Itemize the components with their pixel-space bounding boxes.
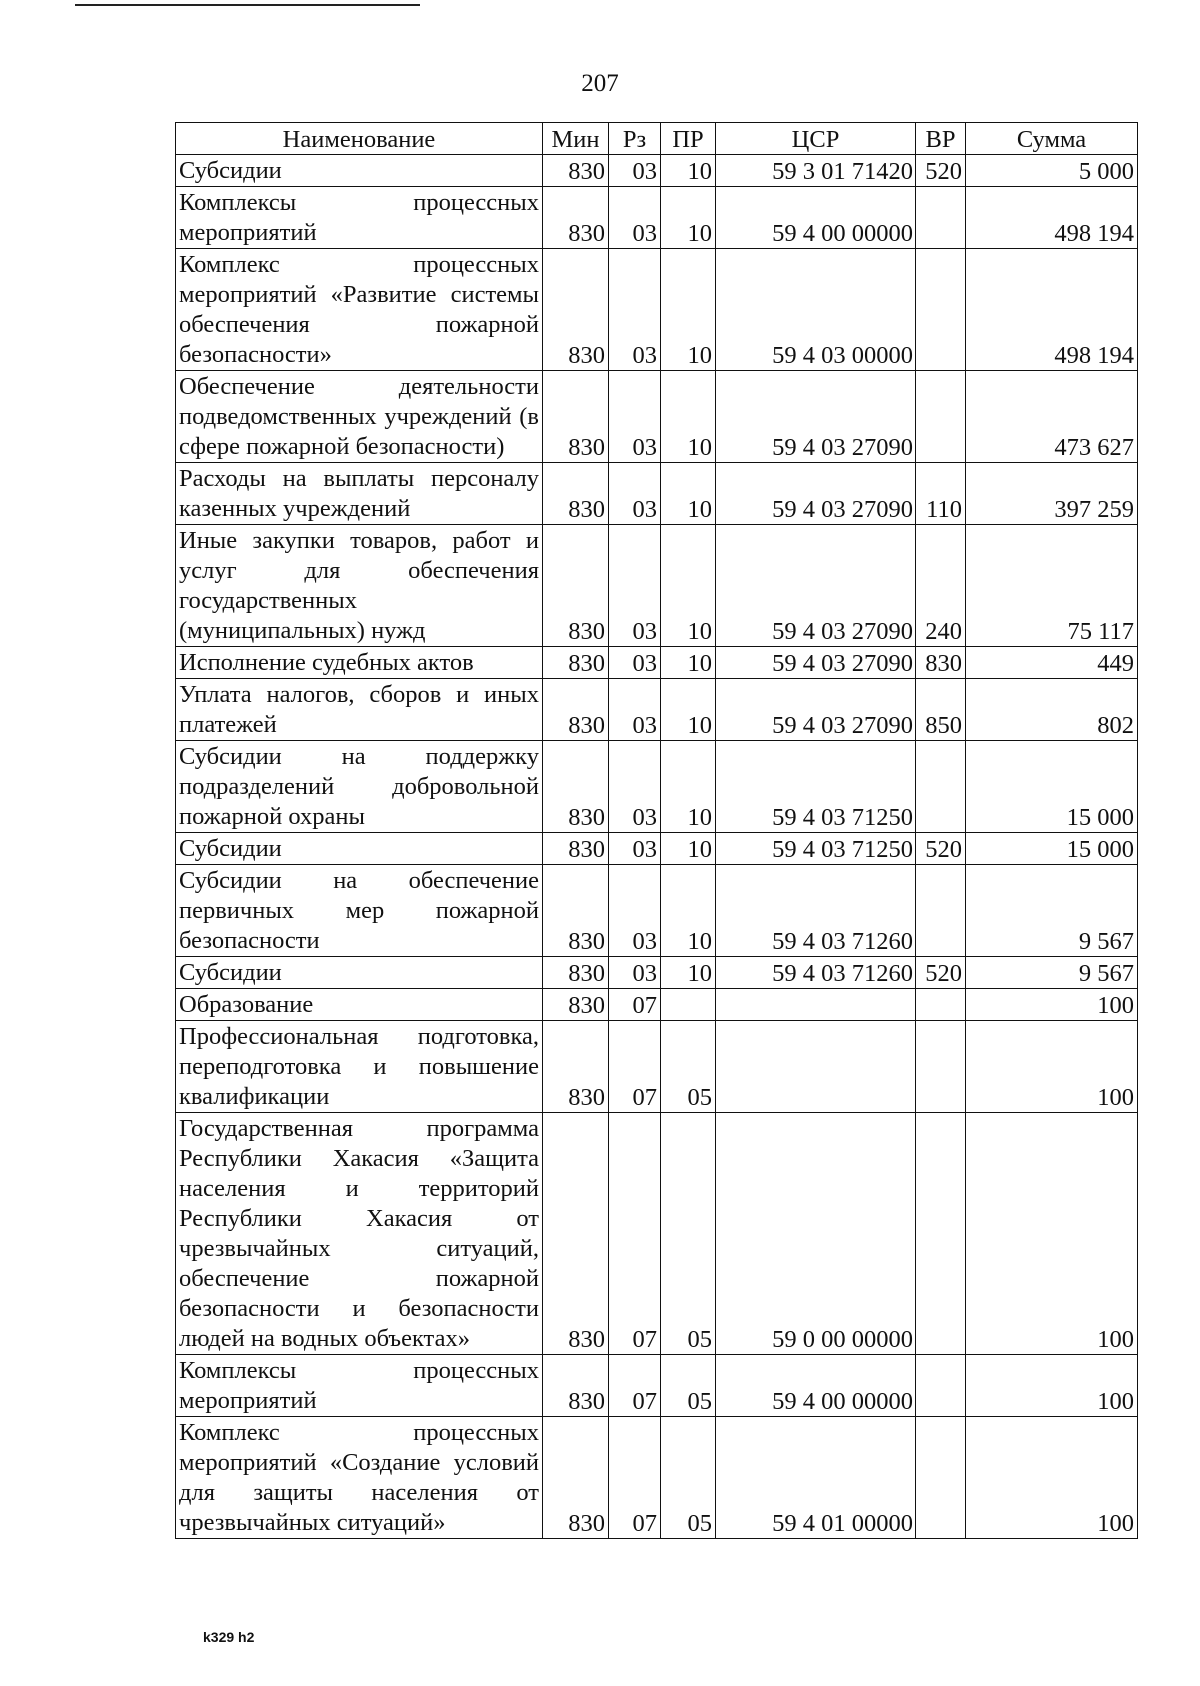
row-vr [916,865,966,957]
row-csr [716,1021,916,1113]
row-name: Исполнение судебных актов [176,647,543,679]
table-row [176,371,1138,463]
row-pr: 05 [661,1355,716,1417]
row-pr: 10 [661,741,716,833]
header-pr: ПР [661,123,716,155]
table-row [176,647,1138,679]
row-sum: 100 [966,1417,1138,1539]
row-sum: 5 000 [966,155,1138,187]
table-header [176,123,1138,155]
row-name: Образование [176,989,543,1021]
row-pr: 10 [661,249,716,371]
row-csr: 59 4 03 27090 [716,647,916,679]
row-min: 830 [543,1113,609,1355]
row-vr [916,187,966,249]
row-vr [916,1021,966,1113]
table-body [176,155,1138,1539]
row-csr: 59 4 03 27090 [716,525,916,647]
row-min: 830 [543,647,609,679]
table-row [176,187,1138,249]
row-name: Уплата налогов, сборов и иных платежей [176,679,543,741]
table-row [176,741,1138,833]
row-sum: 15 000 [966,833,1138,865]
row-min: 830 [543,463,609,525]
header-rz: Рз [609,123,661,155]
row-name: Расходы на выплаты персоналу казенных учреждений [176,463,543,525]
row-rz: 07 [609,1355,661,1417]
row-sum: 449 [966,647,1138,679]
row-name: Государственная программа Республики Хакасия «Защита населения и территорий Республики Хакасия от чрезвычайных ситуаций, обеспечение пожарной безопасности и безопасности людей на водных объектах» [176,1113,543,1355]
row-sum: 498 194 [966,187,1138,249]
row-sum: 100 [966,1113,1138,1355]
row-csr: 59 4 03 00000 [716,249,916,371]
header-row [176,123,1138,155]
row-vr: 110 [916,463,966,525]
row-pr: 05 [661,1417,716,1539]
table-row [176,833,1138,865]
row-min: 830 [543,741,609,833]
table-row [176,865,1138,957]
row-rz: 07 [609,1113,661,1355]
row-pr [661,989,716,1021]
row-pr: 10 [661,833,716,865]
row-sum: 473 627 [966,371,1138,463]
row-vr: 240 [916,525,966,647]
row-vr [916,1113,966,1355]
row-vr: 520 [916,833,966,865]
table-row [176,679,1138,741]
row-pr: 10 [661,647,716,679]
budget-table [175,122,1138,1539]
row-pr: 10 [661,865,716,957]
row-name: Комплекс процессных мероприятий «Создание условий для защиты населения от чрезвычайных ситуаций» [176,1417,543,1539]
row-csr: 59 4 03 71260 [716,865,916,957]
row-rz: 03 [609,833,661,865]
row-name: Комплексы процессных мероприятий [176,187,543,249]
row-vr [916,371,966,463]
row-min: 830 [543,989,609,1021]
row-sum: 100 [966,1355,1138,1417]
table-row [176,989,1138,1021]
row-rz: 03 [609,371,661,463]
row-vr: 830 [916,647,966,679]
top-rule [75,4,420,6]
row-rz: 03 [609,865,661,957]
row-name: Субсидии на обеспечение первичных мер пожарной безопасности [176,865,543,957]
row-sum: 75 117 [966,525,1138,647]
table-row [176,249,1138,371]
row-min: 830 [543,187,609,249]
table-row [176,525,1138,647]
row-min: 830 [543,679,609,741]
row-rz: 03 [609,249,661,371]
row-csr: 59 0 00 00000 [716,1113,916,1355]
row-sum: 498 194 [966,249,1138,371]
row-rz: 07 [609,1021,661,1113]
header-min: Мин [543,123,609,155]
row-pr: 10 [661,957,716,989]
row-csr: 59 4 03 71250 [716,833,916,865]
row-csr: 59 3 01 71420 [716,155,916,187]
row-vr [916,1417,966,1539]
row-vr [916,989,966,1021]
row-min: 830 [543,1355,609,1417]
row-min: 830 [543,249,609,371]
row-vr [916,1355,966,1417]
row-rz: 03 [609,647,661,679]
row-min: 830 [543,957,609,989]
row-rz: 03 [609,187,661,249]
row-min: 830 [543,865,609,957]
row-rz: 03 [609,957,661,989]
row-name: Субсидии [176,957,543,989]
row-name: Обеспечение деятельности подведомственных учреждений (в сфере пожарной безопасности) [176,371,543,463]
row-name: Иные закупки товаров, работ и услуг для обеспечения государственных (муниципальных) нужд [176,525,543,647]
table-row [176,155,1138,187]
footer-code: k329 h2 [203,1629,255,1645]
table-row [176,957,1138,989]
header-csr: ЦСР [716,123,916,155]
row-rz: 03 [609,679,661,741]
row-min: 830 [543,525,609,647]
row-vr [916,741,966,833]
row-vr [916,249,966,371]
row-name: Субсидии [176,155,543,187]
table-row [176,1355,1138,1417]
row-vr: 520 [916,957,966,989]
row-pr: 05 [661,1021,716,1113]
header-vr: ВР [916,123,966,155]
row-min: 830 [543,833,609,865]
table-row [176,1417,1138,1539]
row-pr: 05 [661,1113,716,1355]
row-csr: 59 4 01 00000 [716,1417,916,1539]
row-min: 830 [543,371,609,463]
row-csr: 59 4 03 27090 [716,679,916,741]
row-name: Комплекс процессных мероприятий «Развитие системы обеспечения пожарной безопасности» [176,249,543,371]
row-sum: 9 567 [966,957,1138,989]
row-csr: 59 4 03 71250 [716,741,916,833]
row-rz: 03 [609,463,661,525]
row-csr: 59 4 03 71260 [716,957,916,989]
table-row [176,463,1138,525]
row-name: Субсидии [176,833,543,865]
row-rz: 07 [609,989,661,1021]
row-rz: 03 [609,741,661,833]
row-csr: 59 4 00 00000 [716,187,916,249]
row-min: 830 [543,155,609,187]
row-vr: 520 [916,155,966,187]
row-sum: 15 000 [966,741,1138,833]
row-sum: 397 259 [966,463,1138,525]
row-pr: 10 [661,371,716,463]
row-pr: 10 [661,525,716,647]
header-name: Наименование [176,123,543,155]
row-rz: 03 [609,525,661,647]
row-name: Субсидии на поддержку подразделений добровольной пожарной охраны [176,741,543,833]
row-csr: 59 4 03 27090 [716,463,916,525]
row-sum: 100 [966,1021,1138,1113]
table-row [176,1113,1138,1355]
row-pr: 10 [661,463,716,525]
table-row [176,1021,1138,1113]
row-pr: 10 [661,679,716,741]
row-pr: 10 [661,187,716,249]
row-rz: 03 [609,155,661,187]
row-rz: 07 [609,1417,661,1539]
row-csr [716,989,916,1021]
row-sum: 9 567 [966,865,1138,957]
row-sum: 100 [966,989,1138,1021]
row-min: 830 [543,1417,609,1539]
row-pr: 10 [661,155,716,187]
row-name: Профессиональная подготовка, переподготовка и повышение квалификации [176,1021,543,1113]
page-number: 207 [581,70,619,97]
row-sum: 802 [966,679,1138,741]
header-sum: Сумма [966,123,1138,155]
row-csr: 59 4 00 00000 [716,1355,916,1417]
row-min: 830 [543,1021,609,1113]
row-name: Комплексы процессных мероприятий [176,1355,543,1417]
row-csr: 59 4 03 27090 [716,371,916,463]
row-vr: 850 [916,679,966,741]
